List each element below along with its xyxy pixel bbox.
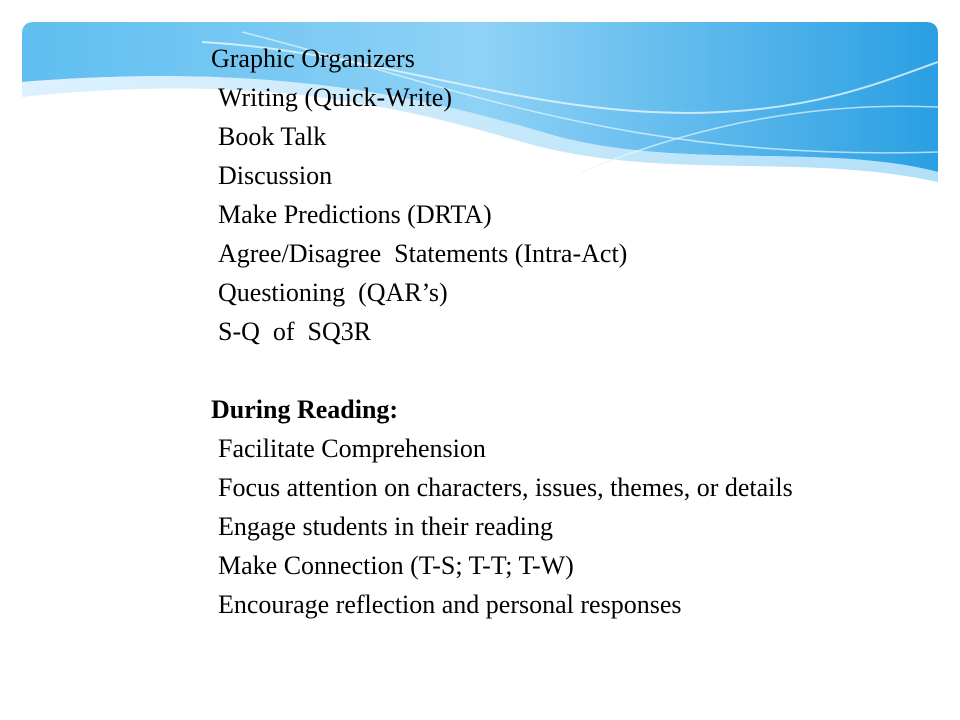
before-item-graphic-organizers: Graphic Organizers bbox=[211, 44, 415, 73]
during-item-connection: Make Connection (T-S; T-T; T-W) bbox=[218, 551, 574, 580]
before-item-book-talk: Book Talk bbox=[218, 122, 327, 151]
before-item-agree-disagree: Agree/Disagree Statements (Intra-Act) bbox=[218, 239, 628, 268]
slide-body bbox=[211, 39, 831, 624]
during-item-focus-attention: Focus attention on characters, issues, themes, or details bbox=[218, 473, 793, 502]
during-reading-heading: During Reading: bbox=[211, 395, 399, 424]
during-item-engage: Engage students in their reading bbox=[218, 512, 554, 541]
before-item-make-predictions: Make Predictions (DRTA) bbox=[218, 200, 492, 229]
before-item-quick-write: Writing (Quick-Write) bbox=[218, 83, 452, 112]
before-item-questioning: Questioning (QAR’s) bbox=[218, 278, 448, 307]
during-item-facilitate: Facilitate Comprehension bbox=[218, 434, 486, 463]
before-item-discussion: Discussion bbox=[218, 161, 333, 190]
spacer bbox=[211, 351, 831, 390]
during-item-reflection: Encourage reflection and personal responses bbox=[218, 590, 682, 619]
before-item-sq3r: S-Q of SQ3R bbox=[218, 317, 372, 346]
